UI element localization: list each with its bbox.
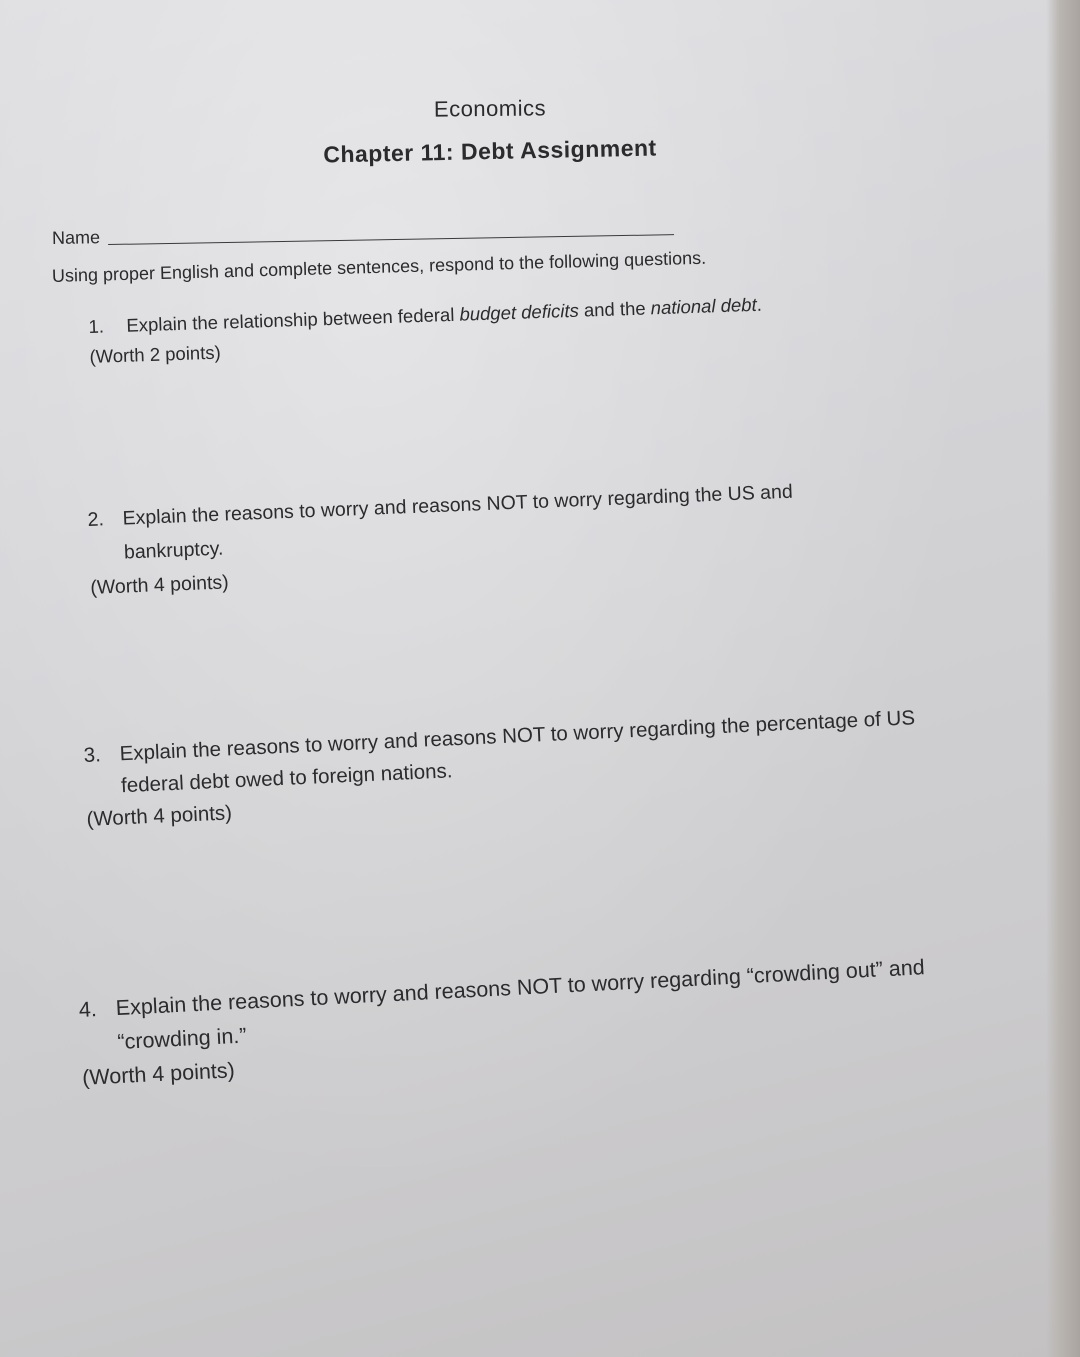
- page-edge: [1046, 0, 1080, 1357]
- question-text-segment: and the: [578, 297, 652, 321]
- question-1: [88, 290, 763, 372]
- question-4: [78, 950, 929, 1095]
- name-field: [52, 217, 674, 249]
- question-text-segment: Explain the relationship between federal: [126, 303, 460, 336]
- name-blank-line: [108, 234, 674, 245]
- question-2-text-line2: bankruptcy.: [123, 537, 224, 564]
- instructions-text: Using proper English and complete sentences, respond to the following questions.: [51, 247, 707, 286]
- question-number: 2.: [87, 508, 105, 531]
- question-1-points: (Worth 2 points): [89, 341, 222, 367]
- name-label: Name: [51, 227, 101, 248]
- question-2: [87, 475, 796, 605]
- question-4-text-line2: “crowding in.”: [116, 1023, 248, 1055]
- question-3: [83, 702, 919, 836]
- question-number: 3.: [83, 743, 102, 767]
- question-2-points: (Worth 4 points): [89, 571, 230, 599]
- question-3-points: (Worth 4 points): [86, 801, 233, 831]
- question-4-points: (Worth 4 points): [81, 1058, 236, 1090]
- question-number: 4.: [78, 997, 98, 1022]
- question-3-text-line2: federal debt owed to foreign nations.: [120, 759, 453, 798]
- subject-heading: Economics: [433, 95, 547, 122]
- emphasis-term: budget deficits: [459, 299, 580, 325]
- assignment-title: Chapter 11: Debt Assignment: [323, 134, 657, 168]
- question-4-text-line1: Explain the reasons to worry and reasons NOT to worry regarding “crowding out” and: [115, 955, 926, 1021]
- emphasis-term: national debt: [650, 293, 757, 319]
- question-number: 1.: [88, 315, 105, 337]
- question-2-text-line1: Explain the reasons to worry and reasons NOT to worry regarding the US and: [122, 480, 794, 530]
- question-text-segment: .: [756, 293, 763, 315]
- question-3-text-line1: Explain the reasons to worry and reasons NOT to worry regarding the percentage of US: [119, 706, 916, 766]
